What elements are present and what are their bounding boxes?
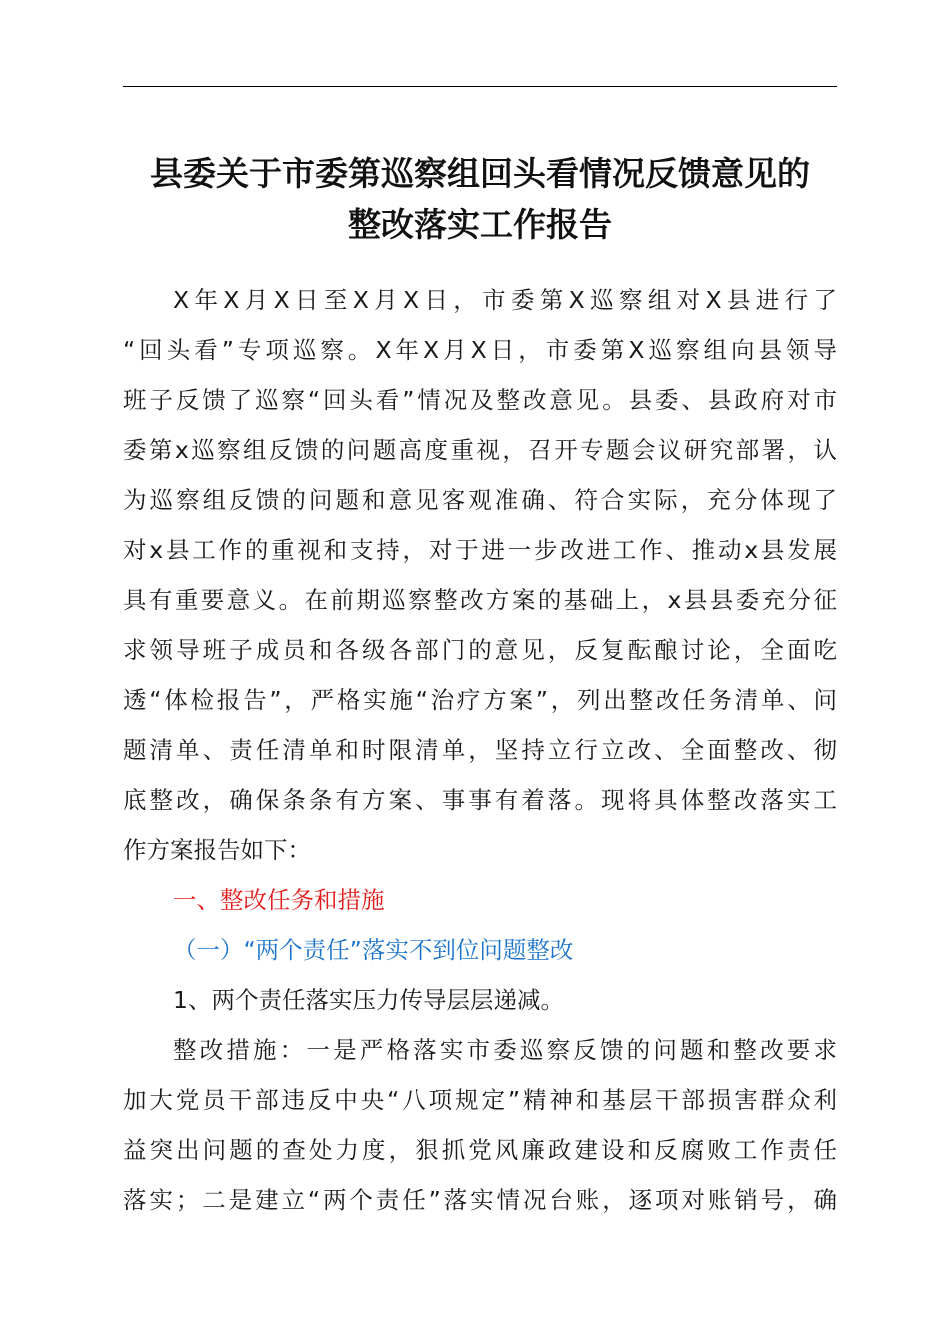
document-body [123,275,837,1225]
intro-line: 为巡察组反馈的问题和意见客观准确、符合实际，充分体现了 [123,486,837,514]
intro-line: 委第x巡察组反馈的问题高度重视，召开专题会议研究部署，认 [123,436,837,464]
title-line-2: 整改落实工作报告 [348,205,612,244]
header-rule [123,86,837,87]
intro-line: “回头看”专项巡察。X年X月X日，市委第X巡察组向县领导 [123,336,837,364]
document-title [110,148,850,250]
intro-line-last: 作方案报告如下： [123,836,311,864]
measures-line: 益突出问题的查处力度，狠抓党风廉政建设和反腐败工作责任 [123,1136,837,1164]
measures-line: 整改措施：一是严格落实市委巡察反馈的问题和整改要求 [173,1036,837,1064]
item-heading: 1、两个责任落实压力传导层层递减。 [173,986,564,1014]
intro-line: 透“体检报告”，严格实施“治疗方案”，列出整改任务清单、问 [123,686,837,714]
intro-line: 底整改，确保条条有方案、事事有着落。现将具体整改落实工 [123,786,837,814]
intro-line: 对x县工作的重视和支持，对于进一步改进工作、推动x县发展 [123,536,837,564]
measures-line: 落实；二是建立“两个责任”落实情况台账，逐项对账销号，确 [123,1186,837,1214]
intro-line: 班子反馈了巡察“回头看”情况及整改意见。县委、县政府对市 [123,386,837,414]
intro-line: 题清单、责任清单和时限清单，坚持立行立改、全面整改、彻 [123,736,837,764]
intro-line: X年X月X日至X月X日，市委第X巡察组对X县进行了 [173,286,837,314]
subsection-heading: （一）“两个责任”落实不到位问题整改 [173,936,574,964]
measures-line: 加大党员干部违反中央“八项规定”精神和基层干部损害群众利 [123,1086,837,1114]
section-heading: 一、整改任务和措施 [173,886,385,914]
intro-line: 具有重要意义。在前期巡察整改方案的基础上，x县县委充分征 [123,586,837,614]
intro-line: 求领导班子成员和各级各部门的意见，反复酝酿讨论，全面吃 [123,636,837,664]
title-line-1: 县委关于市委第巡察组回头看情况反馈意见的 [150,154,810,193]
